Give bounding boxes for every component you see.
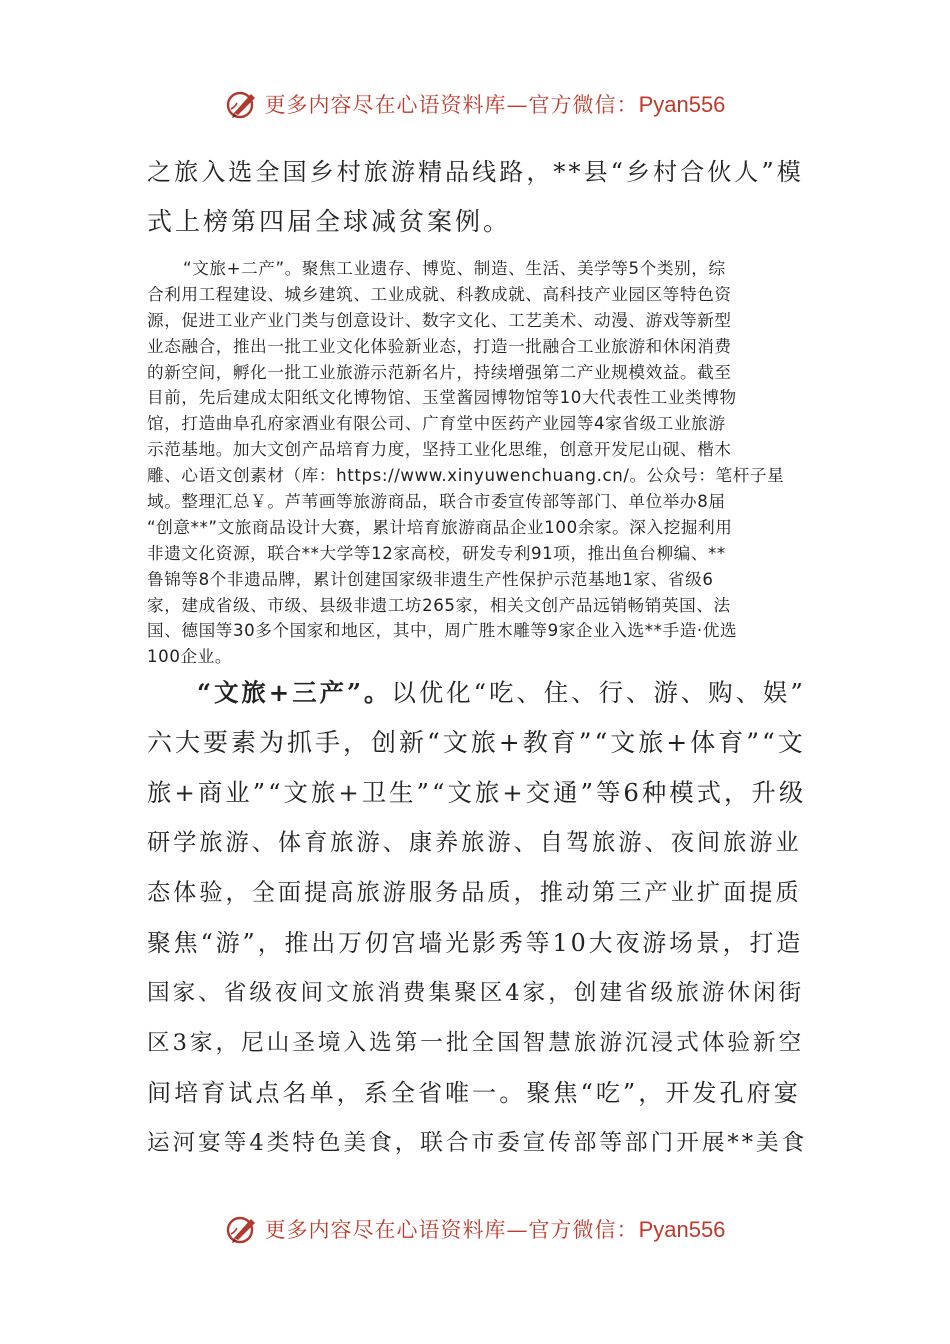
text-line: 研学旅游、体育旅游、康养旅游、自驾旅游、夜间旅游业	[147, 829, 802, 856]
paragraph-tertiary-industry	[147, 668, 807, 1168]
text-line: 式上榜第四届全球减贫案例。	[147, 207, 512, 236]
text-line: 运河宴等4类特色美食，联合市委宣传部等部门开展**美食	[147, 1130, 807, 1156]
footer-slogan	[265, 1214, 726, 1244]
text-line: 区3家，尼山圣境入选第一批全国智慧旅游沉浸式体验新空	[147, 1030, 805, 1056]
text-line: “创意**”文旅商品设计大赛，累计培育旅游商品企业100余家。深入挖掘利用	[147, 517, 733, 537]
text-line: 业态融合，推出一批工业文化体验新业态，打造一批融合工业旅游和休闲消费	[147, 336, 732, 356]
text-line: “文旅+二产”。聚焦工业遗存、博览、制造、生活、美学等5个类别，综	[183, 259, 726, 278]
header-slogan	[265, 89, 726, 119]
text-line: 之旅入选全国乡村旅游精品线路，**县“乡村合伙人”模	[147, 158, 804, 186]
text-line: 国家、省级夜间文旅消费集聚区4家，创建省级旅游休闲街	[147, 980, 805, 1006]
header-banner	[0, 84, 950, 124]
text-line: 源，促进工业产业门类与创意设计、数字文化、工艺美术、动漫、游戏等新型	[147, 310, 732, 330]
footer-slogan-text: 更多内容尽在心语资料库—官方微信：	[264, 1218, 639, 1242]
text-line: 100企业。	[147, 647, 233, 667]
text-line: 间培育试点名单，系全省唯一。聚焦“吃”，开发孔府宴	[147, 1079, 801, 1107]
text-line: 馆，打造曲阜孔府家酒业有限公司、广育堂中医药产业园等4家省级工业旅游	[147, 414, 726, 434]
text-line: 六大要素为抓手，创新“文旅+教育”“文旅+体育”“文	[147, 728, 806, 757]
text-line: 国、德国等30多个国家和地区，其中，周广胜木雕等9家企业入选**手造·优选	[147, 621, 738, 641]
text-span: 以优化“吃、住、行、游、购、娱”	[391, 678, 806, 707]
text-line: 家，建成省级、市级、县级非遗工坊265家，相关文创产品远销畅销英国、法	[147, 595, 731, 615]
footer-wechat-account: Pyan556	[638, 1217, 726, 1242]
text-line: 非遗文化资源，联合**大学等12家高校，研发专利91项，推出鱼台柳编、**	[147, 543, 726, 563]
text-line	[147, 668, 807, 718]
pen-nib-logo-icon	[225, 1212, 259, 1246]
text-line: 目前，先后建成太阳纸文化博物馆、玉堂酱园博物馆等10大代表性工业类博物	[147, 388, 737, 408]
footer-banner	[0, 1209, 950, 1249]
text-line: 域。整理汇总￥。芦苇画等旅游商品，联合市委宣传部等部门、单位举办8届	[147, 492, 726, 512]
paragraph-secondary-industry	[147, 256, 807, 670]
text-line: 合利用工程建设、城乡建筑、工业成就、科教成就、高科技产业园区等特色资	[147, 284, 732, 304]
paragraph-continuation	[147, 147, 807, 247]
paragraph-lead-heading: “文旅+三产”。	[197, 678, 392, 707]
header-wechat-account: Pyan556	[638, 92, 726, 117]
pen-nib-logo-icon	[225, 87, 259, 121]
text-line: 旅+商业”“文旅+卫生”“文旅+交通”等6种模式，升级	[147, 778, 807, 807]
text-line: 态体验，全面提高旅游服务品质，推动第三产业扩面提质	[147, 879, 802, 906]
header-slogan-text: 更多内容尽在心语资料库—官方微信：	[264, 93, 639, 117]
text-line: 鲁锦等8个非遗品牌，累计创建国家级非遗生产性保护示范基地1家、省级6	[147, 569, 714, 589]
text-line: 示范基地。加大文创产品培育力度，坚持工业化思维，创意开发尼山砚、楷木	[147, 440, 732, 460]
text-line: 聚焦“游”，推出万仞宫墙光影秀等10大夜游场景，打造	[147, 929, 804, 957]
text-line: 的新空间，孵化一批工业旅游示范新名片，持续增强第二产业规模效益。截至	[147, 362, 732, 382]
text-line: 雕、心语文创素材（库：https://www.xinyuwenchuang.cn/。公众号：笔杆子星	[147, 466, 785, 486]
